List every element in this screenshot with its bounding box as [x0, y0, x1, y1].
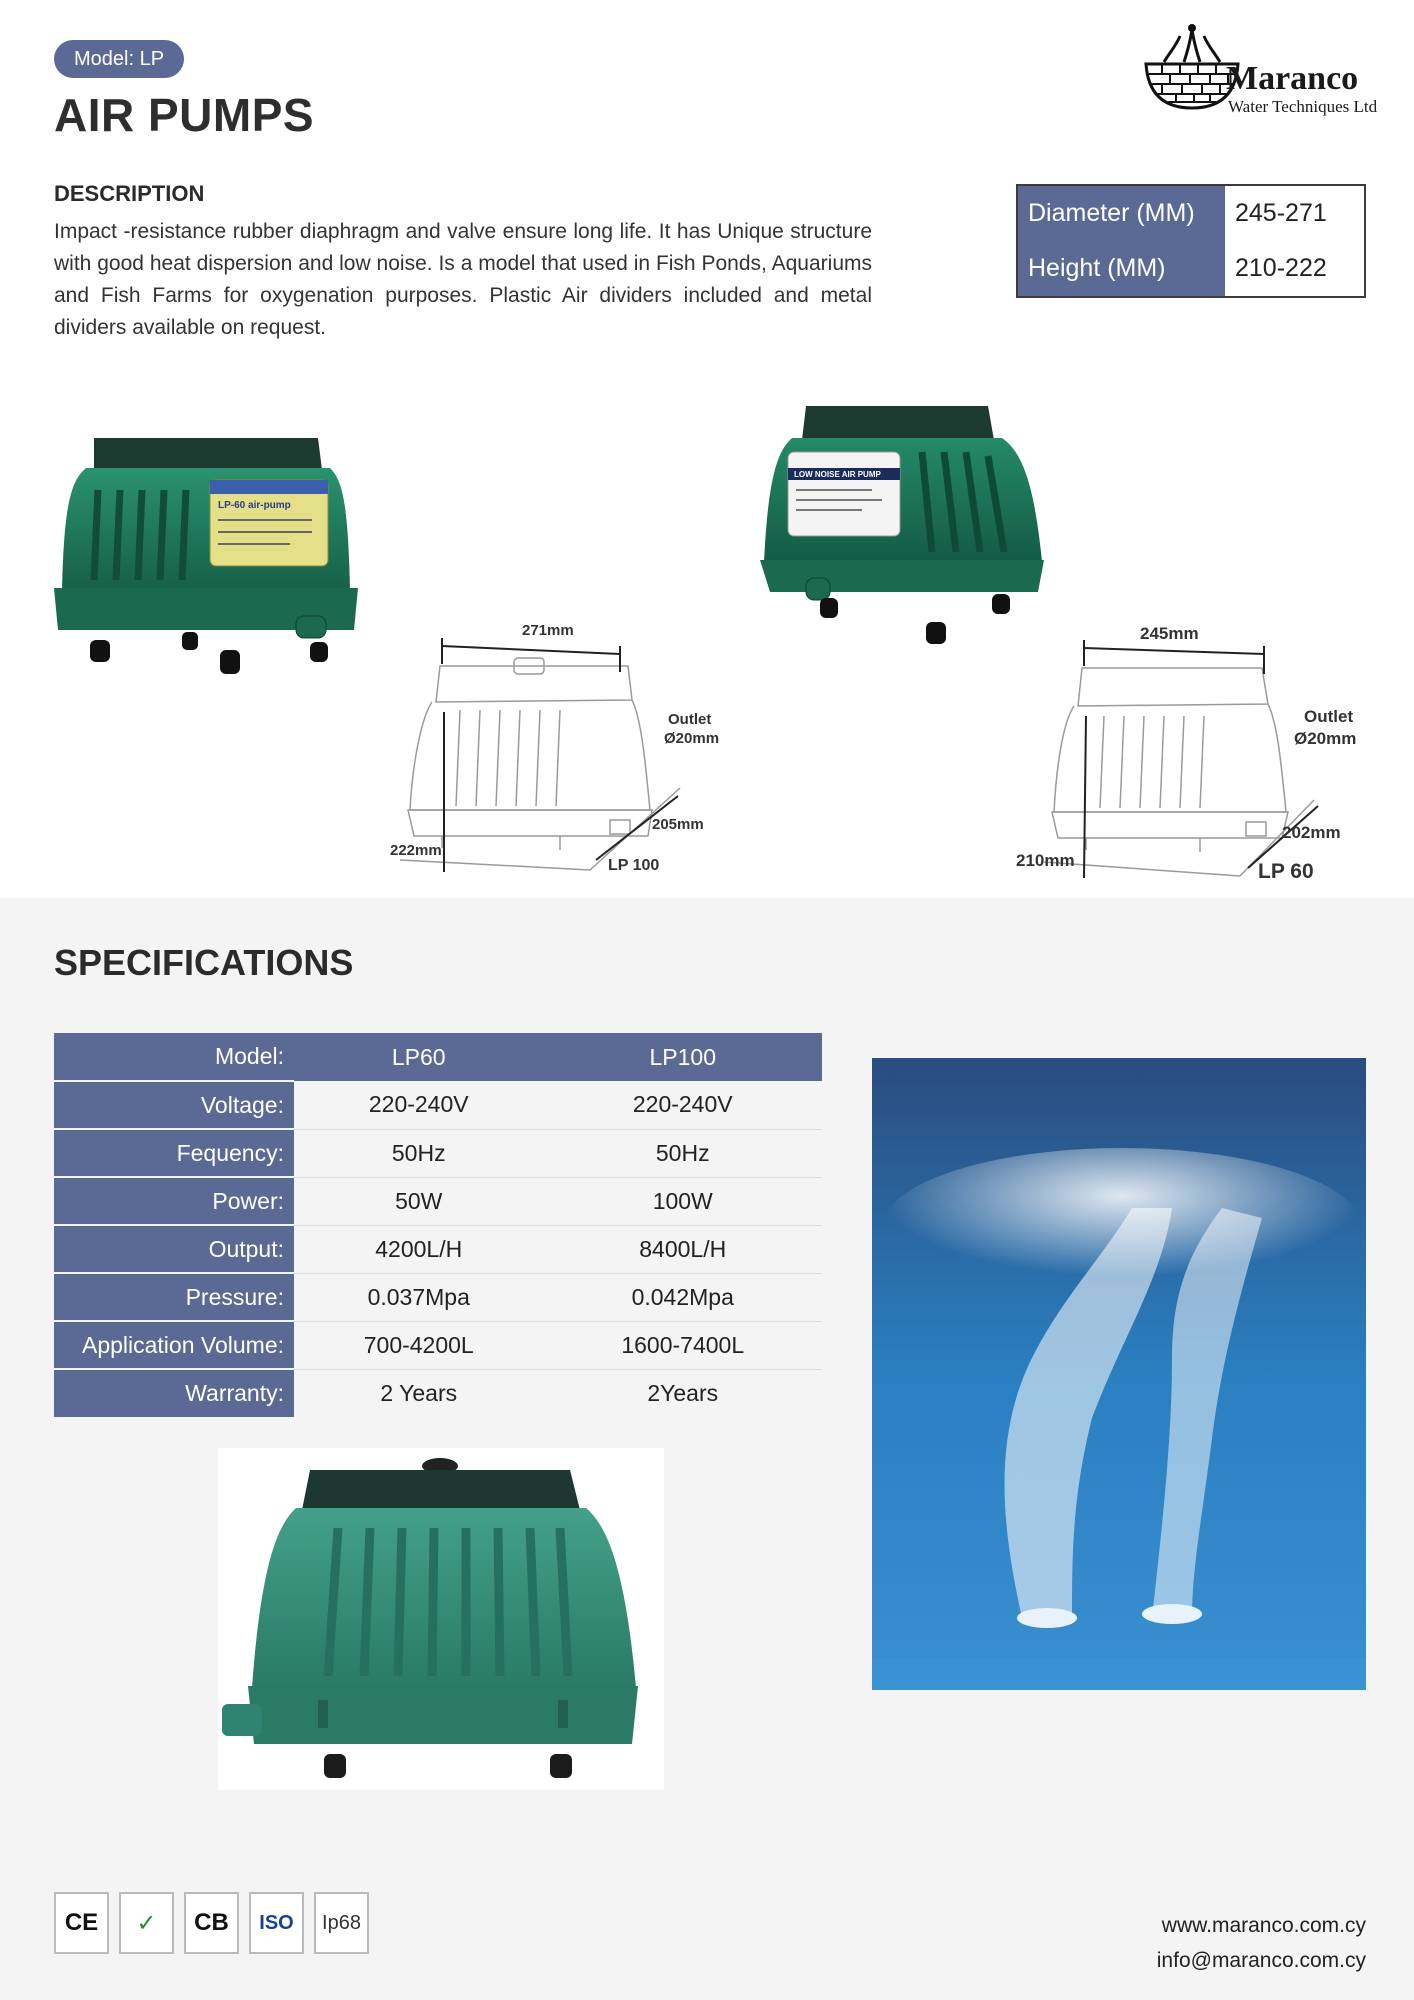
- spec-row-label: Pressure:: [54, 1273, 294, 1321]
- lp60-dimension-diagram: [1010, 612, 1370, 896]
- spec-row-label: Output:: [54, 1225, 294, 1273]
- spec-cell-lp60: 4200L/H: [294, 1225, 543, 1273]
- spec-cell-lp60: 700-4200L: [294, 1321, 543, 1369]
- logo-subtitle: Water Techniques Ltd: [1228, 97, 1378, 116]
- email-link[interactable]: info@maranco.com.cy: [1156, 1949, 1366, 1972]
- model-badge: Model: LP: [54, 40, 184, 78]
- spec-cell-lp60: 0.037Mpa: [294, 1273, 543, 1321]
- spec-row: [54, 1177, 822, 1225]
- dimension-label: Diameter (MM): [1017, 185, 1225, 241]
- spec-row: [54, 1081, 822, 1129]
- spec-row-label: Fequency:: [54, 1129, 294, 1177]
- rohs-cert-icon: [119, 1892, 174, 1954]
- dimension-row: [1017, 241, 1365, 297]
- spec-header-row: [54, 1033, 822, 1081]
- spec-row: [54, 1369, 822, 1417]
- lp100-depth-label: 205mm: [652, 816, 704, 833]
- spec-row: [54, 1225, 822, 1273]
- spec-header-lp100: LP100: [543, 1033, 822, 1081]
- lp100-outlet-size: Ø20mm: [664, 730, 720, 747]
- cb-cert-icon: [184, 1892, 239, 1954]
- spec-cell-lp60: 50W: [294, 1177, 543, 1225]
- lp100-pump-photo: [752, 392, 1052, 658]
- cert-text: CE: [64, 1909, 99, 1936]
- dimension-label: Height (MM): [1017, 241, 1225, 297]
- pump-front-photo: [218, 1448, 664, 1790]
- dimension-row: [1017, 185, 1365, 241]
- description-heading: DESCRIPTION: [54, 181, 205, 206]
- page-title: AIR PUMPS: [54, 89, 315, 141]
- spec-cell-lp100: 2Years: [543, 1369, 822, 1417]
- lp100-outlet-label: Outlet: [668, 711, 712, 728]
- lp60-outlet-label: Outlet: [1304, 707, 1354, 726]
- specifications-table: [54, 1033, 822, 1417]
- contact-block: [1157, 1908, 1366, 1978]
- specifications-heading: SPECIFICATIONS: [54, 942, 354, 983]
- spec-cell-lp100: 1600-7400L: [543, 1321, 822, 1369]
- spec-row-label: Warranty:: [54, 1369, 294, 1417]
- spec-cell-lp60: 2 Years: [294, 1369, 543, 1417]
- dimensions-table: [1016, 184, 1366, 298]
- lp100-height-label: 222mm: [390, 842, 442, 859]
- spec-row-label: Power:: [54, 1177, 294, 1225]
- spec-header-lp60: LP60: [294, 1033, 543, 1081]
- lp60-outlet-size: Ø20mm: [1294, 729, 1357, 748]
- spec-cell-lp100: 100W: [543, 1177, 822, 1225]
- ip68-cert-icon: [314, 1892, 369, 1954]
- spec-cell-lp60: 220-240V: [294, 1081, 543, 1129]
- dimension-value: 210-222: [1225, 241, 1365, 297]
- certifications-row: [54, 1892, 369, 1954]
- spec-header-label: Model:: [54, 1033, 294, 1081]
- cert-text: CB: [194, 1909, 229, 1936]
- lp60-height-label: 210mm: [1016, 851, 1075, 870]
- ce-cert-icon: [54, 1892, 109, 1954]
- lp60-model-label: LP 60: [1258, 860, 1314, 883]
- description-text: Impact -resistance rubber diaphragm and valve ensure long life. It has Unique structure with good heat dispersion and low noise. Is a model that used in Fish Ponds, Aquariums and Fish Farms for oxygenation purposes. Plastic Air dividers included and metal dividers available on request.: [54, 220, 872, 339]
- lp100-dimension-diagram: [380, 610, 720, 890]
- underwater-bubbles-photo: [872, 1058, 1366, 1690]
- dimension-value: 245-271: [1225, 185, 1365, 241]
- spec-cell-lp100: 8400L/H: [543, 1225, 822, 1273]
- iso-cert-icon: [249, 1892, 304, 1954]
- spec-cell-lp100: 50Hz: [543, 1129, 822, 1177]
- spec-cell-lp100: 220-240V: [543, 1081, 822, 1129]
- lp60-depth-label: 202mm: [1282, 823, 1341, 842]
- lp100-label-text: LOW NOISE AIR PUMP: [794, 470, 881, 479]
- spec-row: [54, 1129, 822, 1177]
- lp60-width-label: 245mm: [1140, 624, 1199, 643]
- logo-name: Maranco: [1226, 60, 1359, 97]
- website-link[interactable]: www.maranco.com.cy: [1161, 1914, 1366, 1937]
- spec-row-label: Voltage:: [54, 1081, 294, 1129]
- lp60-pump-photo: [50, 420, 366, 696]
- cert-text: ISO: [259, 1911, 294, 1934]
- cert-text: Ip68: [322, 1911, 361, 1934]
- lp60-label-text: LP-60 air-pump: [218, 500, 291, 511]
- cert-text: ✓: [136, 1909, 157, 1937]
- spec-cell-lp60: 50Hz: [294, 1129, 543, 1177]
- spec-row: [54, 1321, 822, 1369]
- spec-row-label: Application Volume:: [54, 1321, 294, 1369]
- lp100-model-label: LP 100: [608, 857, 660, 874]
- lp100-width-label: 271mm: [522, 622, 574, 639]
- spec-row: [54, 1273, 822, 1321]
- spec-cell-lp100: 0.042Mpa: [543, 1273, 822, 1321]
